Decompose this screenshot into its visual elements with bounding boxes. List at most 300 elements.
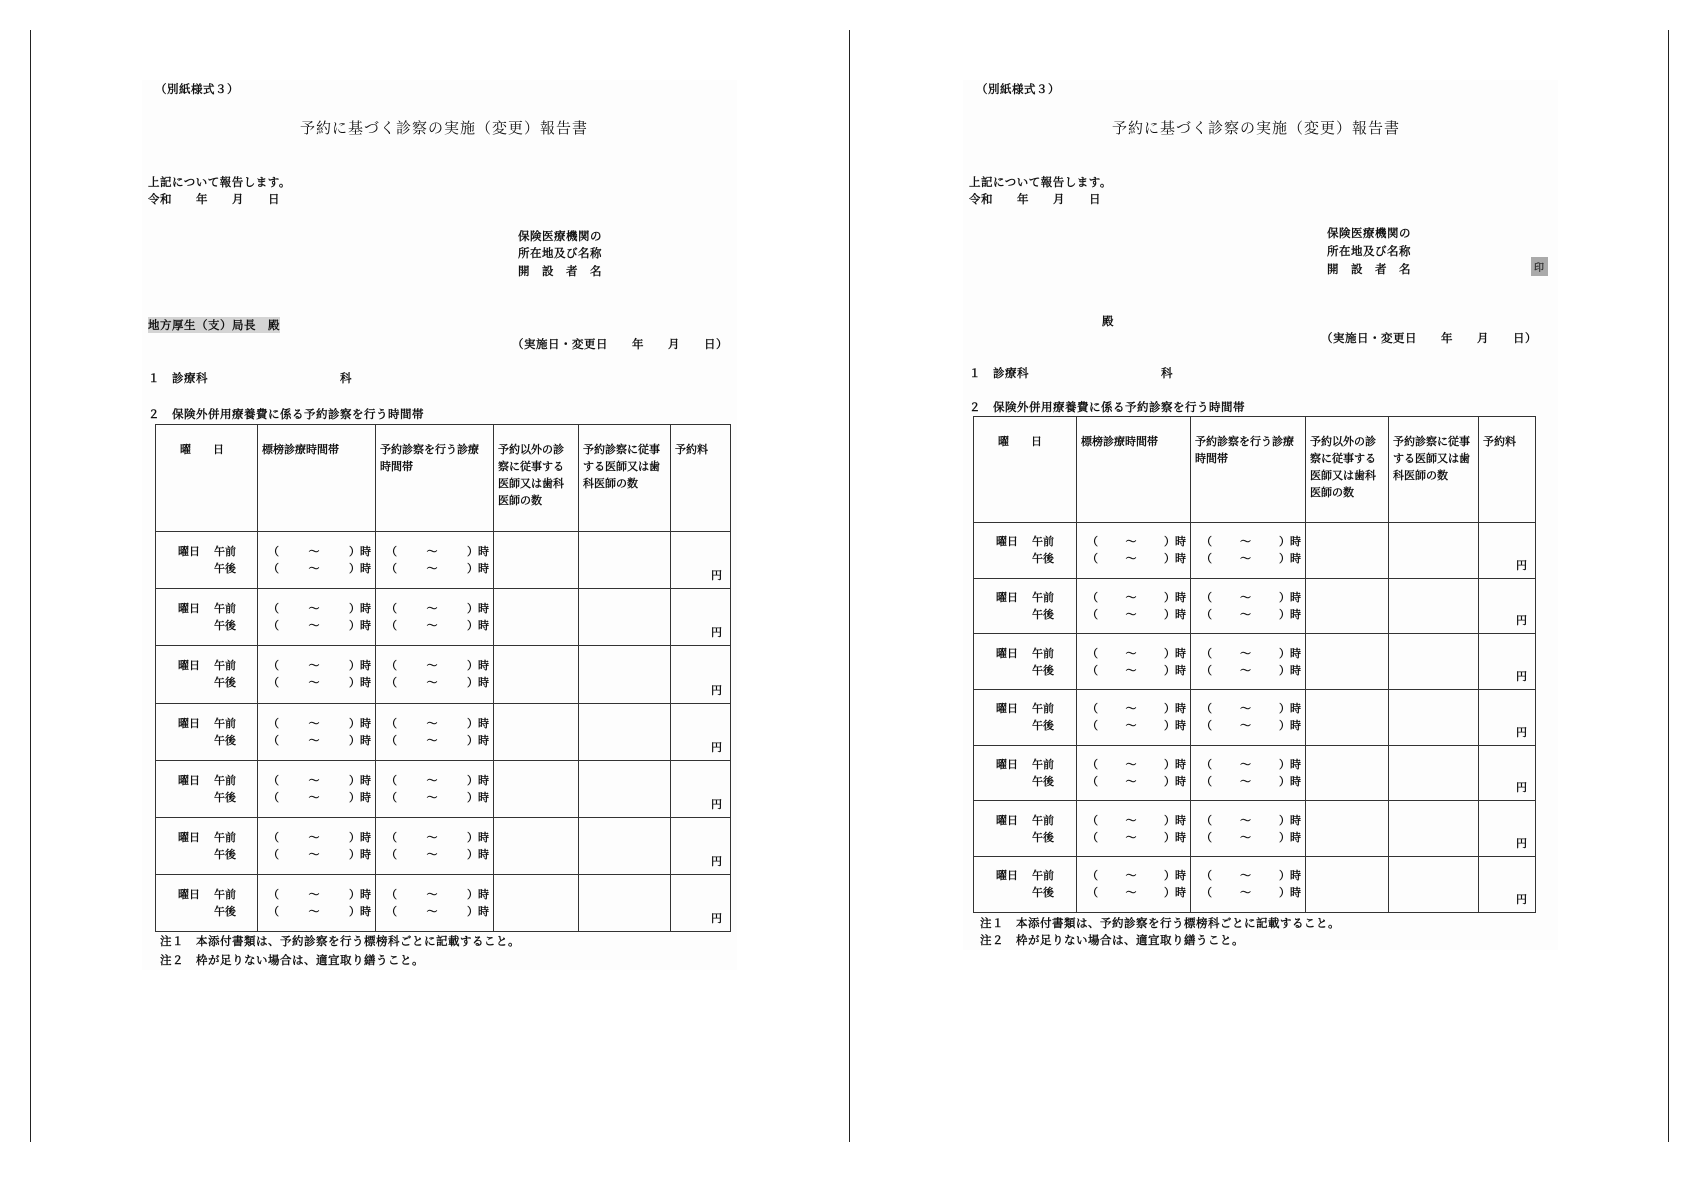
am-label: 午前 — [214, 545, 236, 559]
tilde: ～ — [426, 602, 438, 616]
item-time-slots: ２ 保険外併用療養費に係る予約診察を行う時間帯 — [969, 400, 1245, 414]
weekday-label: 曜日 — [996, 758, 1018, 772]
pm-label: 午後 — [1032, 608, 1054, 622]
tilde: ～ — [1125, 775, 1137, 789]
open-paren: （ — [1201, 869, 1212, 883]
time-range — [386, 560, 489, 577]
reservation-doctors-cell — [1389, 523, 1479, 579]
column-header: 曜 日 — [156, 425, 258, 532]
tilde: ～ — [1240, 886, 1251, 900]
note: 注２ 枠が足りない場合は、適宜取り繕うこと。 — [980, 933, 1244, 947]
reservation-fee-cell: 円 — [671, 589, 731, 646]
table-row — [974, 745, 1536, 801]
reservation-fee-cell: 円 — [671, 817, 731, 874]
reservation-doctors-cell — [579, 875, 671, 932]
time-range — [268, 674, 371, 691]
time-range — [1201, 812, 1301, 829]
reservation-fee-cell: 円 — [1479, 745, 1536, 801]
weekday-cell — [156, 703, 258, 760]
tilde: ～ — [308, 716, 320, 730]
time-range — [1087, 884, 1186, 901]
weekday-label: 曜日 — [178, 773, 200, 787]
tilde: ～ — [426, 848, 438, 862]
weekday-cell — [974, 578, 1077, 634]
open-paren: （ — [1087, 775, 1098, 789]
reservation-schedule-table — [973, 416, 1536, 913]
time-range — [386, 772, 489, 789]
reservation-hours-cell — [1191, 578, 1306, 634]
open-paren: （ — [386, 733, 397, 747]
institution-label: 開 設 者 名 — [518, 264, 602, 278]
pm-label: 午後 — [214, 733, 236, 747]
time-range — [386, 617, 489, 634]
am-label: 午前 — [214, 831, 236, 845]
weekday-am-line — [178, 657, 257, 674]
weekday-label: 曜日 — [996, 869, 1018, 883]
tilde: ～ — [1125, 552, 1137, 566]
table-row — [156, 875, 731, 932]
table-row — [974, 523, 1536, 579]
open-paren: （ — [1087, 869, 1098, 883]
time-range — [1087, 829, 1186, 846]
close-hour: ）時 — [1164, 535, 1186, 549]
standard-hours-cell — [1077, 578, 1191, 634]
open-paren: （ — [268, 619, 279, 633]
non-reservation-doctors-cell — [1306, 801, 1389, 857]
time-range — [268, 886, 371, 903]
time-range — [386, 829, 489, 846]
report-date: 令和 年 月 日 — [148, 192, 280, 206]
close-hour: ）時 — [349, 545, 371, 559]
tilde: ～ — [308, 676, 320, 690]
pm-label: 午後 — [1032, 830, 1054, 844]
close-hour: ）時 — [1164, 702, 1186, 716]
weekday-cell — [974, 523, 1077, 579]
reservation-doctors-cell — [1389, 801, 1479, 857]
non-reservation-doctors-cell — [494, 589, 579, 646]
open-paren: （ — [268, 602, 279, 616]
tilde: ～ — [1125, 646, 1137, 660]
open-paren: （ — [268, 676, 279, 690]
reservation-hours-cell — [376, 646, 494, 703]
open-paren: （ — [268, 562, 279, 576]
column-header: 予約料 — [671, 425, 731, 532]
weekday-pm-line — [178, 674, 257, 691]
reservation-fee-cell: 円 — [671, 760, 731, 817]
column-header: 予約診察に従事する医師又は歯科医師の数 — [579, 425, 671, 532]
time-range — [1087, 756, 1186, 773]
am-label: 午前 — [1032, 702, 1054, 716]
weekday-pm-line — [178, 617, 257, 634]
reservation-hours-cell — [376, 760, 494, 817]
close-hour: ）時 — [1164, 813, 1186, 827]
tilde: ～ — [426, 619, 438, 633]
open-paren: （ — [1087, 830, 1098, 844]
am-label: 午前 — [214, 716, 236, 730]
reservation-fee-cell: 円 — [671, 532, 731, 589]
seal-mark: 印 — [1531, 257, 1548, 276]
pm-label: 午後 — [1032, 663, 1054, 677]
time-range — [1087, 550, 1186, 567]
close-hour: ）時 — [1279, 775, 1301, 789]
tilde: ～ — [308, 602, 320, 616]
close-hour: ）時 — [467, 562, 489, 576]
reservation-hours-cell — [376, 703, 494, 760]
tilde: ～ — [1240, 775, 1251, 789]
time-range — [268, 732, 371, 749]
open-paren: （ — [1087, 646, 1098, 660]
reservation-doctors-cell — [579, 589, 671, 646]
reservation-doctors-cell — [579, 646, 671, 703]
institution-label: 開 設 者 名 — [1327, 262, 1411, 276]
time-range — [1087, 606, 1186, 623]
open-paren: （ — [1201, 535, 1212, 549]
am-label: 午前 — [214, 602, 236, 616]
tilde: ～ — [308, 790, 320, 804]
reservation-fee-cell: 円 — [1479, 578, 1536, 634]
time-range — [386, 543, 489, 560]
time-range — [386, 657, 489, 674]
weekday-am-line — [178, 543, 257, 560]
close-hour: ）時 — [467, 888, 489, 902]
standard-hours-cell — [258, 703, 376, 760]
open-paren: （ — [268, 659, 279, 673]
tilde: ～ — [308, 619, 320, 633]
tilde: ～ — [1240, 552, 1251, 566]
tilde: ～ — [308, 888, 320, 902]
standard-hours-cell — [258, 646, 376, 703]
weekday-am-line — [178, 600, 257, 617]
reservation-schedule-table — [155, 424, 731, 932]
time-range — [1201, 550, 1301, 567]
table-row — [974, 857, 1536, 913]
open-paren: （ — [386, 905, 397, 919]
am-label: 午前 — [214, 773, 236, 787]
tilde: ～ — [426, 905, 438, 919]
reservation-hours-cell — [376, 817, 494, 874]
open-paren: （ — [268, 773, 279, 787]
tilde: ～ — [1125, 758, 1137, 772]
am-label: 午前 — [1032, 758, 1054, 772]
reservation-hours-cell — [1191, 801, 1306, 857]
am-label: 午前 — [1032, 646, 1054, 660]
weekday-cell — [156, 589, 258, 646]
open-paren: （ — [386, 676, 397, 690]
open-paren: （ — [386, 545, 397, 559]
close-hour: ）時 — [349, 619, 371, 633]
non-reservation-doctors-cell — [494, 760, 579, 817]
time-range — [386, 715, 489, 732]
am-label: 午前 — [1032, 869, 1054, 883]
open-paren: （ — [386, 659, 397, 673]
time-range — [1087, 773, 1186, 790]
open-paren: （ — [1087, 535, 1098, 549]
non-reservation-doctors-cell — [494, 875, 579, 932]
tilde: ～ — [1125, 869, 1137, 883]
tilde: ～ — [308, 545, 320, 559]
weekday-pm-line — [996, 884, 1076, 901]
close-hour: ）時 — [467, 602, 489, 616]
reservation-hours-cell — [1191, 857, 1306, 913]
time-range — [386, 789, 489, 806]
implementation-date: （実施日・変更日 年 月 日） — [512, 337, 728, 351]
weekday-am-line — [178, 886, 257, 903]
weekday-label: 曜日 — [996, 591, 1018, 605]
time-range — [386, 846, 489, 863]
pm-label: 午後 — [214, 562, 236, 576]
open-paren: （ — [1087, 886, 1098, 900]
reservation-hours-cell — [1191, 690, 1306, 746]
tilde: ～ — [1240, 535, 1251, 549]
item-time-slots: ２ 保険外併用療養費に係る予約診察を行う時間帯 — [148, 407, 424, 421]
tilde: ～ — [1125, 719, 1137, 733]
report-statement: 上記について報告します。 — [148, 175, 291, 189]
open-paren: （ — [1201, 830, 1212, 844]
close-hour: ）時 — [467, 848, 489, 862]
time-range — [1201, 884, 1301, 901]
standard-hours-cell — [258, 532, 376, 589]
reservation-doctors-cell — [579, 817, 671, 874]
table-row — [156, 817, 731, 874]
pm-label: 午後 — [214, 619, 236, 633]
weekday-cell — [974, 745, 1077, 801]
report-date: 令和 年 月 日 — [969, 192, 1101, 206]
open-paren: （ — [386, 790, 397, 804]
open-paren: （ — [1087, 663, 1098, 677]
tilde: ～ — [1240, 591, 1251, 605]
open-paren: （ — [268, 831, 279, 845]
close-hour: ）時 — [1279, 869, 1301, 883]
open-paren: （ — [386, 562, 397, 576]
column-header: 曜 日 — [974, 417, 1077, 523]
note: 注１ 本添付書類は、予約診察を行う標榜科ごとに記載すること。 — [160, 934, 520, 948]
item-department: １ 診療科 科 — [148, 371, 352, 385]
am-label: 午前 — [214, 659, 236, 673]
non-reservation-doctors-cell — [1306, 523, 1389, 579]
pm-label: 午後 — [214, 790, 236, 804]
non-reservation-doctors-cell — [494, 817, 579, 874]
column-header: 予約料 — [1479, 417, 1536, 523]
close-hour: ）時 — [349, 773, 371, 787]
tilde: ～ — [1125, 535, 1137, 549]
non-reservation-doctors-cell — [494, 646, 579, 703]
time-range — [1087, 812, 1186, 829]
page-divider-middle — [849, 30, 850, 1142]
document-title: 予約に基づく診察の実施（変更）報告書 — [299, 119, 589, 137]
weekday-label: 曜日 — [178, 888, 200, 902]
tilde: ～ — [426, 676, 438, 690]
close-hour: ）時 — [467, 905, 489, 919]
time-range — [1201, 829, 1301, 846]
close-hour: ）時 — [349, 848, 371, 862]
close-hour: ）時 — [1279, 608, 1301, 622]
weekday-pm-line — [178, 846, 257, 863]
time-range — [268, 903, 371, 920]
tilde: ～ — [308, 773, 320, 787]
time-range — [386, 903, 489, 920]
tilde: ～ — [1125, 591, 1137, 605]
tilde: ～ — [308, 905, 320, 919]
weekday-label: 曜日 — [178, 602, 200, 616]
close-hour: ）時 — [1164, 552, 1186, 566]
column-header: 予約以外の診察に従事する医師又は歯科医師の数 — [494, 425, 579, 532]
note: 注２ 枠が足りない場合は、適宜取り繕うこと。 — [160, 953, 424, 967]
weekday-cell — [156, 532, 258, 589]
tilde: ～ — [426, 888, 438, 902]
open-paren: （ — [1087, 702, 1098, 716]
close-hour: ）時 — [1279, 719, 1301, 733]
close-hour: ）時 — [1279, 591, 1301, 605]
tilde: ～ — [1125, 608, 1137, 622]
reservation-doctors-cell — [1389, 745, 1479, 801]
item-department: １ 診療科 科 — [969, 366, 1173, 380]
close-hour: ）時 — [1279, 830, 1301, 844]
time-range — [1087, 867, 1186, 884]
open-paren: （ — [1087, 608, 1098, 622]
reservation-hours-cell — [1191, 634, 1306, 690]
close-hour: ）時 — [467, 733, 489, 747]
am-label: 午前 — [1032, 813, 1054, 827]
tilde: ～ — [1125, 663, 1137, 677]
close-hour: ）時 — [349, 905, 371, 919]
open-paren: （ — [1087, 813, 1098, 827]
weekday-label: 曜日 — [996, 702, 1018, 716]
close-hour: ）時 — [1164, 591, 1186, 605]
non-reservation-doctors-cell — [1306, 745, 1389, 801]
tilde: ～ — [308, 831, 320, 845]
tilde: ～ — [308, 733, 320, 747]
open-paren: （ — [1087, 758, 1098, 772]
close-hour: ）時 — [349, 602, 371, 616]
weekday-cell — [156, 875, 258, 932]
form-number: （別紙様式３） — [155, 82, 239, 96]
reservation-hours-cell — [376, 532, 494, 589]
standard-hours-cell — [1077, 523, 1191, 579]
tilde: ～ — [1240, 702, 1251, 716]
addressee: 殿 — [1102, 314, 1114, 328]
standard-hours-cell — [1077, 690, 1191, 746]
weekday-cell — [974, 634, 1077, 690]
column-header: 標榜診療時間帯 — [258, 425, 376, 532]
open-paren: （ — [386, 848, 397, 862]
table-row — [974, 690, 1536, 746]
weekday-pm-line — [996, 550, 1076, 567]
standard-hours-cell — [1077, 801, 1191, 857]
close-hour: ）時 — [1279, 813, 1301, 827]
table-row — [156, 532, 731, 589]
time-range — [386, 674, 489, 691]
reservation-hours-cell — [376, 875, 494, 932]
weekday-label: 曜日 — [178, 716, 200, 730]
time-range — [268, 600, 371, 617]
institution-label: 保険医療機関の — [1327, 226, 1411, 240]
weekday-am-line — [996, 645, 1076, 662]
non-reservation-doctors-cell — [494, 703, 579, 760]
implementation-date: （実施日・変更日 年 月 日） — [1321, 331, 1537, 345]
tilde: ～ — [1125, 702, 1137, 716]
reservation-doctors-cell — [1389, 578, 1479, 634]
open-paren: （ — [268, 545, 279, 559]
close-hour: ）時 — [1164, 869, 1186, 883]
time-range — [386, 732, 489, 749]
tilde: ～ — [426, 716, 438, 730]
weekday-am-line — [178, 772, 257, 789]
reservation-doctors-cell — [1389, 634, 1479, 690]
tilde: ～ — [1125, 813, 1137, 827]
close-hour: ）時 — [467, 790, 489, 804]
weekday-cell — [156, 760, 258, 817]
weekday-pm-line — [996, 606, 1076, 623]
time-range — [1087, 662, 1186, 679]
addressee: 地方厚生（支）局長 殿 — [148, 318, 280, 332]
tilde: ～ — [426, 831, 438, 845]
standard-hours-cell — [258, 817, 376, 874]
non-reservation-doctors-cell — [1306, 578, 1389, 634]
table-row — [156, 703, 731, 760]
weekday-pm-line — [178, 903, 257, 920]
time-range — [268, 657, 371, 674]
tilde: ～ — [426, 790, 438, 804]
time-range — [1201, 662, 1301, 679]
reservation-hours-cell — [376, 589, 494, 646]
close-hour: ）時 — [1279, 646, 1301, 660]
close-hour: ）時 — [467, 659, 489, 673]
weekday-pm-line — [996, 773, 1076, 790]
weekday-am-line — [996, 589, 1076, 606]
weekday-pm-line — [178, 560, 257, 577]
table-row — [974, 801, 1536, 857]
reservation-doctors-cell — [579, 532, 671, 589]
tilde: ～ — [1240, 646, 1251, 660]
standard-hours-cell — [1077, 745, 1191, 801]
reservation-doctors-cell — [579, 760, 671, 817]
time-range — [1087, 589, 1186, 606]
non-reservation-doctors-cell — [1306, 690, 1389, 746]
page-divider-left — [30, 30, 31, 1142]
pm-label: 午後 — [1032, 886, 1054, 900]
column-header: 予約診察を行う診療時間帯 — [376, 425, 494, 532]
open-paren: （ — [1201, 758, 1212, 772]
time-range — [1201, 717, 1301, 734]
weekday-pm-line — [996, 662, 1076, 679]
open-paren: （ — [268, 848, 279, 862]
am-label: 午前 — [214, 888, 236, 902]
pm-label: 午後 — [214, 905, 236, 919]
open-paren: （ — [386, 831, 397, 845]
tilde: ～ — [308, 848, 320, 862]
table-header-row — [156, 425, 731, 532]
close-hour: ）時 — [1164, 608, 1186, 622]
tilde: ～ — [308, 562, 320, 576]
time-range — [1201, 700, 1301, 717]
pm-label: 午後 — [214, 848, 236, 862]
time-range — [1201, 645, 1301, 662]
close-hour: ）時 — [467, 545, 489, 559]
column-header: 予約以外の診察に従事する医師又は歯科医師の数 — [1306, 417, 1389, 523]
time-range — [1087, 533, 1186, 550]
close-hour: ）時 — [1279, 702, 1301, 716]
document-title: 予約に基づく診察の実施（変更）報告書 — [1111, 119, 1401, 137]
time-range — [268, 543, 371, 560]
weekday-cell — [156, 646, 258, 703]
page-divider-right — [1668, 30, 1669, 1142]
weekday-am-line — [996, 700, 1076, 717]
open-paren: （ — [1201, 646, 1212, 660]
reservation-fee-cell: 円 — [1479, 634, 1536, 690]
open-paren: （ — [386, 602, 397, 616]
time-range — [1201, 773, 1301, 790]
close-hour: ）時 — [1164, 886, 1186, 900]
